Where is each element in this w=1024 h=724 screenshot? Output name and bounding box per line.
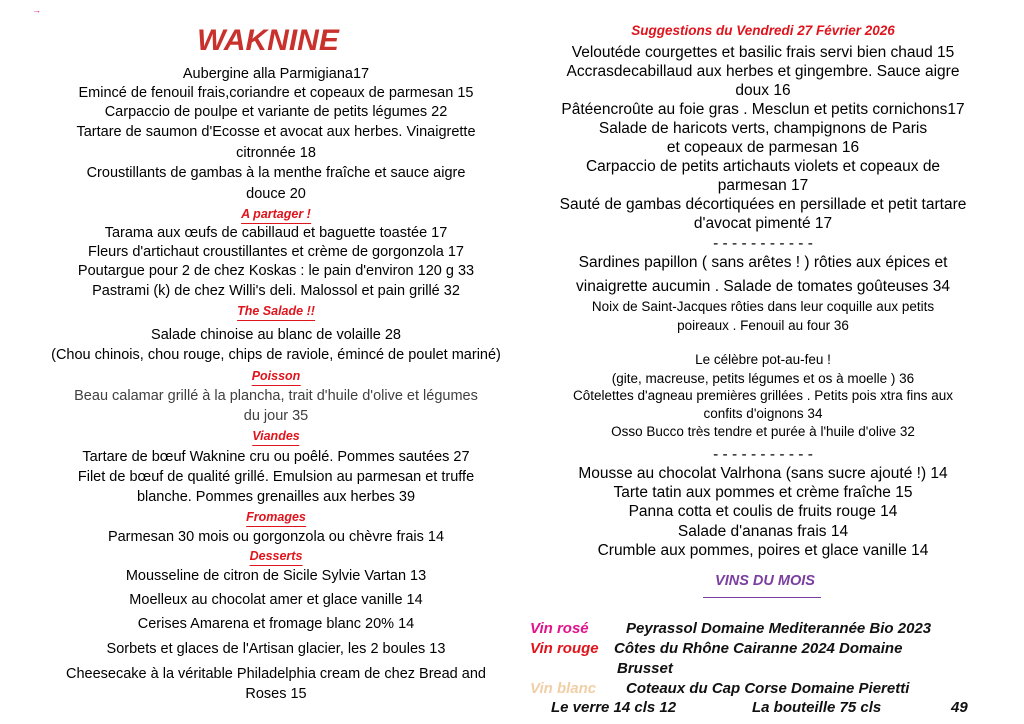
suggestion-item: Osso Bucco très tendre et purée à l'huile d'olive 32 (611, 424, 915, 439)
wine-name-blanc: Coteaux du Cap Corse Domaine Pieretti (626, 680, 910, 697)
wines-title: VINS DU MOIS (715, 573, 815, 589)
suggestion-item: Veloutéde courgettes et basilic frais servi bien chaud 15 (571, 44, 955, 61)
menu-item: (Chou chinois, chou rouge, chips de raviole, émincé de poulet mariné) (51, 347, 501, 363)
wine-name-rouge: Côtes du Rhône Cairanne 2024 Domaine (614, 640, 903, 657)
menu-item: du jour 35 (243, 408, 309, 424)
menu-item: Filet de bœuf de qualité grillé. Emulsion au parmesan et truffe (77, 469, 475, 485)
section-header-desserts: Desserts (250, 549, 303, 566)
menu-item: Cheesecake à la véritable Philadelphia cream de chez Bread and (66, 666, 486, 682)
menu-item: Tartare de saumon d'Ecosse et avocat aux herbes. Vinaigrette (76, 124, 476, 140)
menu-item: Salade chinoise au blanc de volaille 28 (151, 327, 401, 343)
section-header-poisson: Poisson (252, 369, 301, 386)
suggestion-item: poireaux . Fenouil au four 36 (677, 318, 849, 333)
price-bottle-label: La bouteille 75 cls (752, 699, 882, 716)
suggestion-item: Sauté de gambas décortiquées en persillade et petit tartare (559, 196, 967, 213)
suggestion-item: parmesan 17 (717, 177, 809, 194)
menu-item: Beau calamar grillé à la plancha, trait d'huile d'olive et légumes (74, 388, 478, 404)
price-glass: Le verre 14 cls 12 (551, 699, 677, 716)
dessert-item: Mousse au chocolat Valrhona (sans sucre ajouté !) 14 (578, 465, 948, 482)
separator: - - - - - - - - - - - (713, 446, 813, 463)
suggestion-item: confits d'oignons 34 (703, 406, 823, 421)
dessert-item: Crumble aux pommes, poires et glace vanille 14 (597, 542, 929, 559)
separator: - - - - - - - - - - - (713, 235, 813, 252)
menu-item: Carpaccio de poulpe et variante de petits légumes 22 (104, 104, 448, 120)
suggestion-item: Côtelettes d'agneau premières grillées . Petits pois xtra fins aux (572, 388, 954, 403)
price-bottle-value: 49 (951, 699, 968, 716)
menu-item: Parmesan 30 mois ou gorgonzola ou chèvre frais 14 (107, 529, 445, 545)
restaurant-title: WAKNINE (197, 24, 339, 57)
suggestion-item: doux 16 (735, 82, 791, 99)
menu-item: Aubergine alla Parmigiana17 (182, 66, 370, 82)
suggestion-item: et copeaux de parmesan 16 (666, 139, 860, 156)
menu-item: Mousseline de citron de Sicile Sylvie Vartan 13 (125, 568, 427, 584)
section-header-a-partager: A partager ! (241, 207, 311, 224)
suggestion-item: d'avocat pimenté 17 (693, 215, 833, 232)
menu-item: Pastrami (k) de chez Willi's deli. Malossol et pain grillé 32 (92, 283, 460, 299)
suggestion-item: Le célèbre pot-au-feu ! (695, 352, 831, 367)
corner-arrow-mark: → (32, 5, 41, 15)
menu-item: citronnée 18 (236, 145, 316, 161)
suggestion-item: Pâtéencroûte au foie gras . Mesclun et petits cornichons17 (561, 101, 965, 118)
dessert-item: Tarte tatin aux pommes et crème fraîche 15 (613, 484, 913, 501)
wine-name-rouge-cont: Brusset (617, 660, 673, 677)
menu-item: Emincé de fenouil frais,coriandre et copeaux de parmesan 15 (78, 85, 474, 101)
wines-title-underline (703, 597, 821, 598)
wine-label-rose: Vin rosé (530, 620, 589, 637)
suggestion-item: (gite, macreuse, petits légumes et os à moelle ) 36 (611, 371, 915, 386)
section-header-viandes: Viandes (252, 429, 299, 446)
menu-item: Fleurs d'artichaut croustillantes et crème de gorgonzola 17 (88, 244, 464, 260)
wine-label-blanc: Vin blanc (530, 680, 597, 697)
dessert-item: Panna cotta et coulis de fruits rouge 14 (628, 503, 898, 520)
suggestion-item: Accrasdecabillaud aux herbes et gingembre. Sauce aigre (566, 63, 960, 80)
menu-item: Tarama aux œufs de cabillaud et baguette toastée 17 (104, 225, 448, 241)
section-header-fromages: Fromages (246, 510, 306, 527)
menu-item: Poutargue pour 2 de chez Koskas : le pain d'environ 120 g 33 (77, 263, 475, 279)
menu-item: Sorbets et glaces de l'Artisan glacier, les 2 boules 13 (106, 641, 446, 657)
suggestion-item: Sardines papillon ( sans arêtes ! ) rôties aux épices et (578, 254, 948, 271)
suggestion-item: Salade de haricots verts, champignons de Paris (598, 120, 928, 137)
menu-item: Cerises Amarena et fromage blanc 20% 14 (137, 616, 415, 632)
dessert-item: Salade d'ananas frais 14 (677, 523, 849, 540)
menu-item: douce 20 (246, 186, 306, 202)
suggestion-item: Noix de Saint-Jacques rôties dans leur coquille aux petits (591, 299, 935, 314)
suggestions-title: Suggestions du Vendredi 27 Février 2026 (631, 23, 895, 38)
menu-item: blanche. Pommes grenailles aux herbes 39 (136, 489, 416, 505)
section-header-the-salade: The Salade !! (237, 304, 315, 321)
wine-label-rouge: Vin rouge (530, 640, 599, 657)
wine-name-rose: Peyrassol Domaine Mediterannée Bio 2023 (626, 620, 932, 637)
menu-item: Tartare de bœuf Waknine cru ou poêlé. Pommes sautées 27 (82, 449, 470, 465)
suggestion-item: Carpaccio de petits artichauts violets et copeaux de (585, 158, 941, 175)
suggestion-item: vinaigrette aucumin . Salade de tomates goûteuses 34 (576, 278, 950, 295)
menu-item: Croustillants de gambas à la menthe fraîche et sauce aigre (86, 165, 466, 181)
menu-item: Moelleux au chocolat amer et glace vanille 14 (129, 592, 423, 608)
menu-item: Roses 15 (245, 686, 307, 702)
